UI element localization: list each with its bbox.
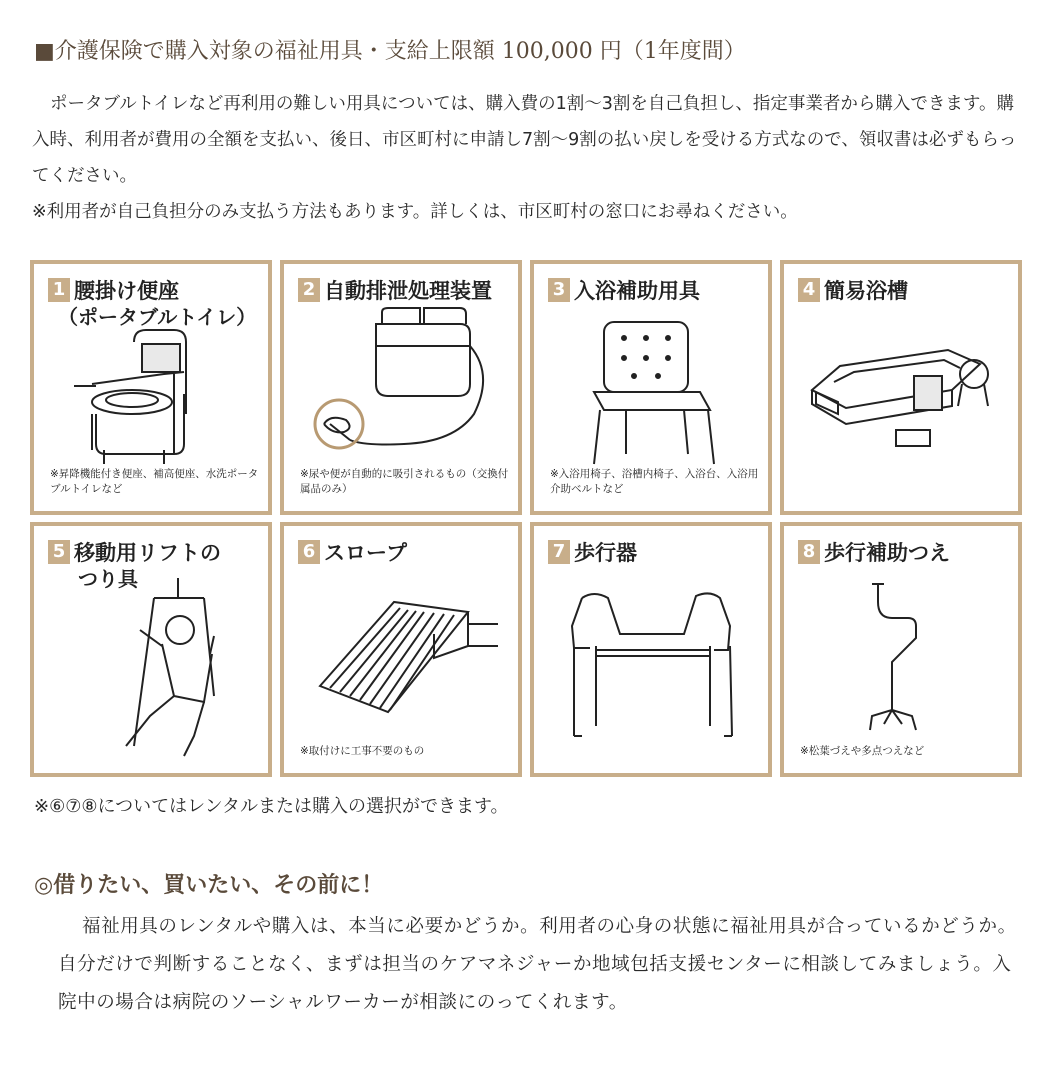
rental-footnote: ※⑥⑦⑧についてはレンタルまたは購入の選択ができます。 [34, 796, 509, 817]
section-heading: ◎借りたい、買いたい、その前に！ [34, 872, 384, 898]
item-title: 簡易浴槽 [824, 279, 908, 303]
item-number: 5 [48, 540, 70, 564]
equipment-card-5 [30, 522, 272, 777]
equipment-card-7 [530, 522, 772, 777]
card-title [48, 540, 221, 592]
card-title [298, 540, 407, 566]
intro-text [32, 86, 1022, 230]
item-number: 4 [798, 278, 820, 302]
equipment-card-1 [30, 260, 272, 515]
item-note: ※松葉づえや多点つえなど [800, 745, 925, 757]
item-number: 6 [298, 540, 320, 564]
item-title: 歩行器 [574, 541, 637, 565]
item-title: 入浴補助用具 [574, 279, 700, 303]
card-title [548, 278, 700, 304]
item-subtitle: つり具 [78, 567, 138, 591]
card-title [798, 540, 950, 566]
item-title: 腰掛け便座 [74, 279, 179, 303]
card-title [298, 278, 492, 304]
equipment-card-3 [530, 260, 772, 515]
item-title: 歩行補助つえ [824, 541, 950, 565]
intro-note: ※利用者が自己負担分のみ支払う方法もあります。詳しくは、市区町村の窓口にお尋ねください。 [32, 202, 798, 222]
equipment-card-4 [780, 260, 1022, 515]
card-title [798, 278, 908, 304]
equipment-card-2 [280, 260, 522, 515]
item-title: スロープ [324, 541, 407, 565]
item-number: 7 [548, 540, 570, 564]
equipment-card-6 [280, 522, 522, 777]
item-note: ※入浴用椅子、浴槽内椅子、入浴台、入浴用介助ベルトなど [550, 468, 759, 495]
item-note: ※取付けに工事不要のもの [300, 745, 425, 757]
item-subtitle: （ポータブルトイレ） [58, 305, 257, 329]
item-number: 8 [798, 540, 820, 564]
card-title [548, 540, 637, 566]
equipment-card-8 [780, 522, 1022, 777]
item-note: ※昇降機能付き便座、補高便座、水洗ポータブルトイレなど [50, 468, 259, 495]
section-text [58, 908, 1028, 1022]
item-note: ※尿や便が自動的に吸引されるもの（交換付属品のみ） [300, 468, 509, 495]
section-paragraph: 福祉用具のレンタルや購入は、本当に必要かどうか。利用者の心身の状態に福祉用具が合っているかどうか。自分だけで判断することなく、まずは担当のケアマネジャーか地域包括支援センターに相談してみましょう。入院中の場合は病院のソーシャルワーカーが相談にのってくれます。 [58, 916, 1017, 1013]
item-number: 2 [298, 278, 320, 302]
page-heading: ■介護保険で購入対象の福祉用具・支給上限額 100,000 円（1年度間） [34, 39, 746, 64]
card-title [48, 278, 256, 330]
item-number: 3 [548, 278, 570, 302]
item-number: 1 [48, 278, 70, 302]
item-title: 移動用リフトの [74, 541, 221, 565]
intro-paragraph: ポータブルトイレなど再利用の難しい用具については、購入費の1割～3割を自己負担し、指定事業者から購入できます。購入時、利用者が費用の全額を支払い、後日、市区町村に申請し7割～9割の払い戻しを受ける方式なので、領収書は必ずもらってください。 [32, 94, 1017, 186]
item-title: 自動排泄処理装置 [324, 279, 492, 303]
